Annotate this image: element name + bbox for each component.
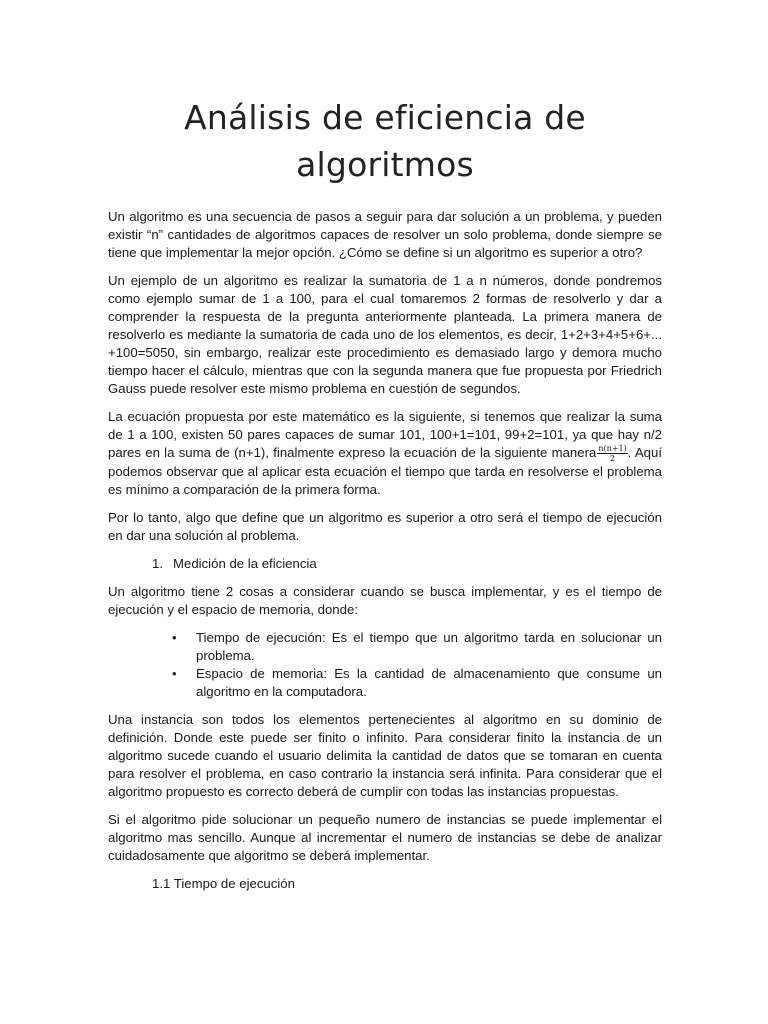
section-label: Medición de la eficiencia xyxy=(173,556,317,572)
paragraph-intro: Un algoritmo es una secuencia de pasos a seguir para dar solución a un problema, y pueden existir “n” cantidades de algoritmos capaces de resolver un solo problema, donde siempre se tiene que implementar la mejor opción. ¿Cómo se define si un algoritmo es superior a otro? xyxy=(108,209,662,260)
list-item-text: Espacio de memoria: Es la cantidad de almacenamiento que consume un algoritmo en la computadora. xyxy=(196,666,662,700)
section-heading-medicion xyxy=(152,555,662,573)
bullet-list xyxy=(108,629,662,701)
paragraph-instancias-numero: Si el algoritmo pide solucionar un pequeño numero de instancias se puede implementar el algoritmo mas sencillo. Aunque al incrementar el numero de instancias se debe de analizar cuidadosamente que algoritmo se deberá implementar. xyxy=(108,812,662,864)
document-body xyxy=(108,208,662,903)
fraction-denominator: 2 xyxy=(609,454,616,464)
paragraph-conclusion: Por lo tanto, algo que define que un algoritmo es superior a otro será el tiempo de ejecución en dar una solución al problema. xyxy=(108,510,662,544)
bullet-icon: • xyxy=(172,630,177,646)
subsection-heading: 1.1 Tiempo de ejecución xyxy=(152,876,295,892)
paragraph-equation xyxy=(108,408,662,499)
bullet-icon: • xyxy=(172,666,177,682)
paragraph-considerations: Un algoritmo tiene 2 cosas a considerar cuando se busca implementar, y es el tiempo de ejecución y el espacio de memoria, donde: xyxy=(108,584,662,618)
paragraph-equation-text: La ecuación propuesta por este matemático es la siguiente, si tenemos que realizar la suma de 1 a 100, existen 50 pares capaces de sumar 101, 100+1=101, 99+2=101, ya que hay n/2 pares en la suma de (n+1), finalmente expreso la ecuación de la siguiente manera xyxy=(108,409,662,460)
section-number: 1. xyxy=(152,556,163,572)
list-item xyxy=(108,665,662,701)
paragraph-equation-text-end: . Aquí podemos observar que al aplicar esta ecuación el tiempo que tarda en resolverse el problema es mínimo a comparación de la primera forma. xyxy=(108,445,662,498)
fraction-formula xyxy=(597,444,627,463)
page-title: Análisis de eficiencia de algoritmos xyxy=(184,98,586,184)
list-item xyxy=(108,629,662,665)
paragraph-example: Un ejemplo de un algoritmo es realizar la sumatoria de 1 a n números, donde pondremos como ejemplo sumar de 1 a 100, para el cual tomaremos 2 formas de resolverlo y dar a comprender la respuesta de la pregunta anteriormente planteada. La primera manera de resolverlo es mediante la sumatoria de cada uno de los elementos, es decir, 1+2+3+4+5+6+... +100=5050, sin embargo, realizar este procedimiento es demasiado largo y demora mucho tiempo hacer el cálculo, mientras que con la segunda manera que fue propuesta por Friedrich Gauss puede resolver este mismo problema en cuestión de segundos. xyxy=(108,273,662,396)
list-item-text: Tiempo de ejecución: Es el tiempo que un algoritmo tarda en solucionar un problema. xyxy=(196,630,662,664)
paragraph-instancia: Una instancia son todos los elementos pertenecientes al algoritmo en su dominio de definición. Donde este puede ser finito o infinito. Para considerar finito la instancia de un algoritmo sucede cuando el usuario delimita la cantidad de datos que se tomaran en cuenta para resolver el problema, en caso contrario la instancia será infinita. Para considerar que el algoritmo propuesto es correcto deberá de cumplir con todas las instancias propuestas. xyxy=(108,712,662,800)
fraction-numerator: n(n+1) xyxy=(598,444,627,454)
